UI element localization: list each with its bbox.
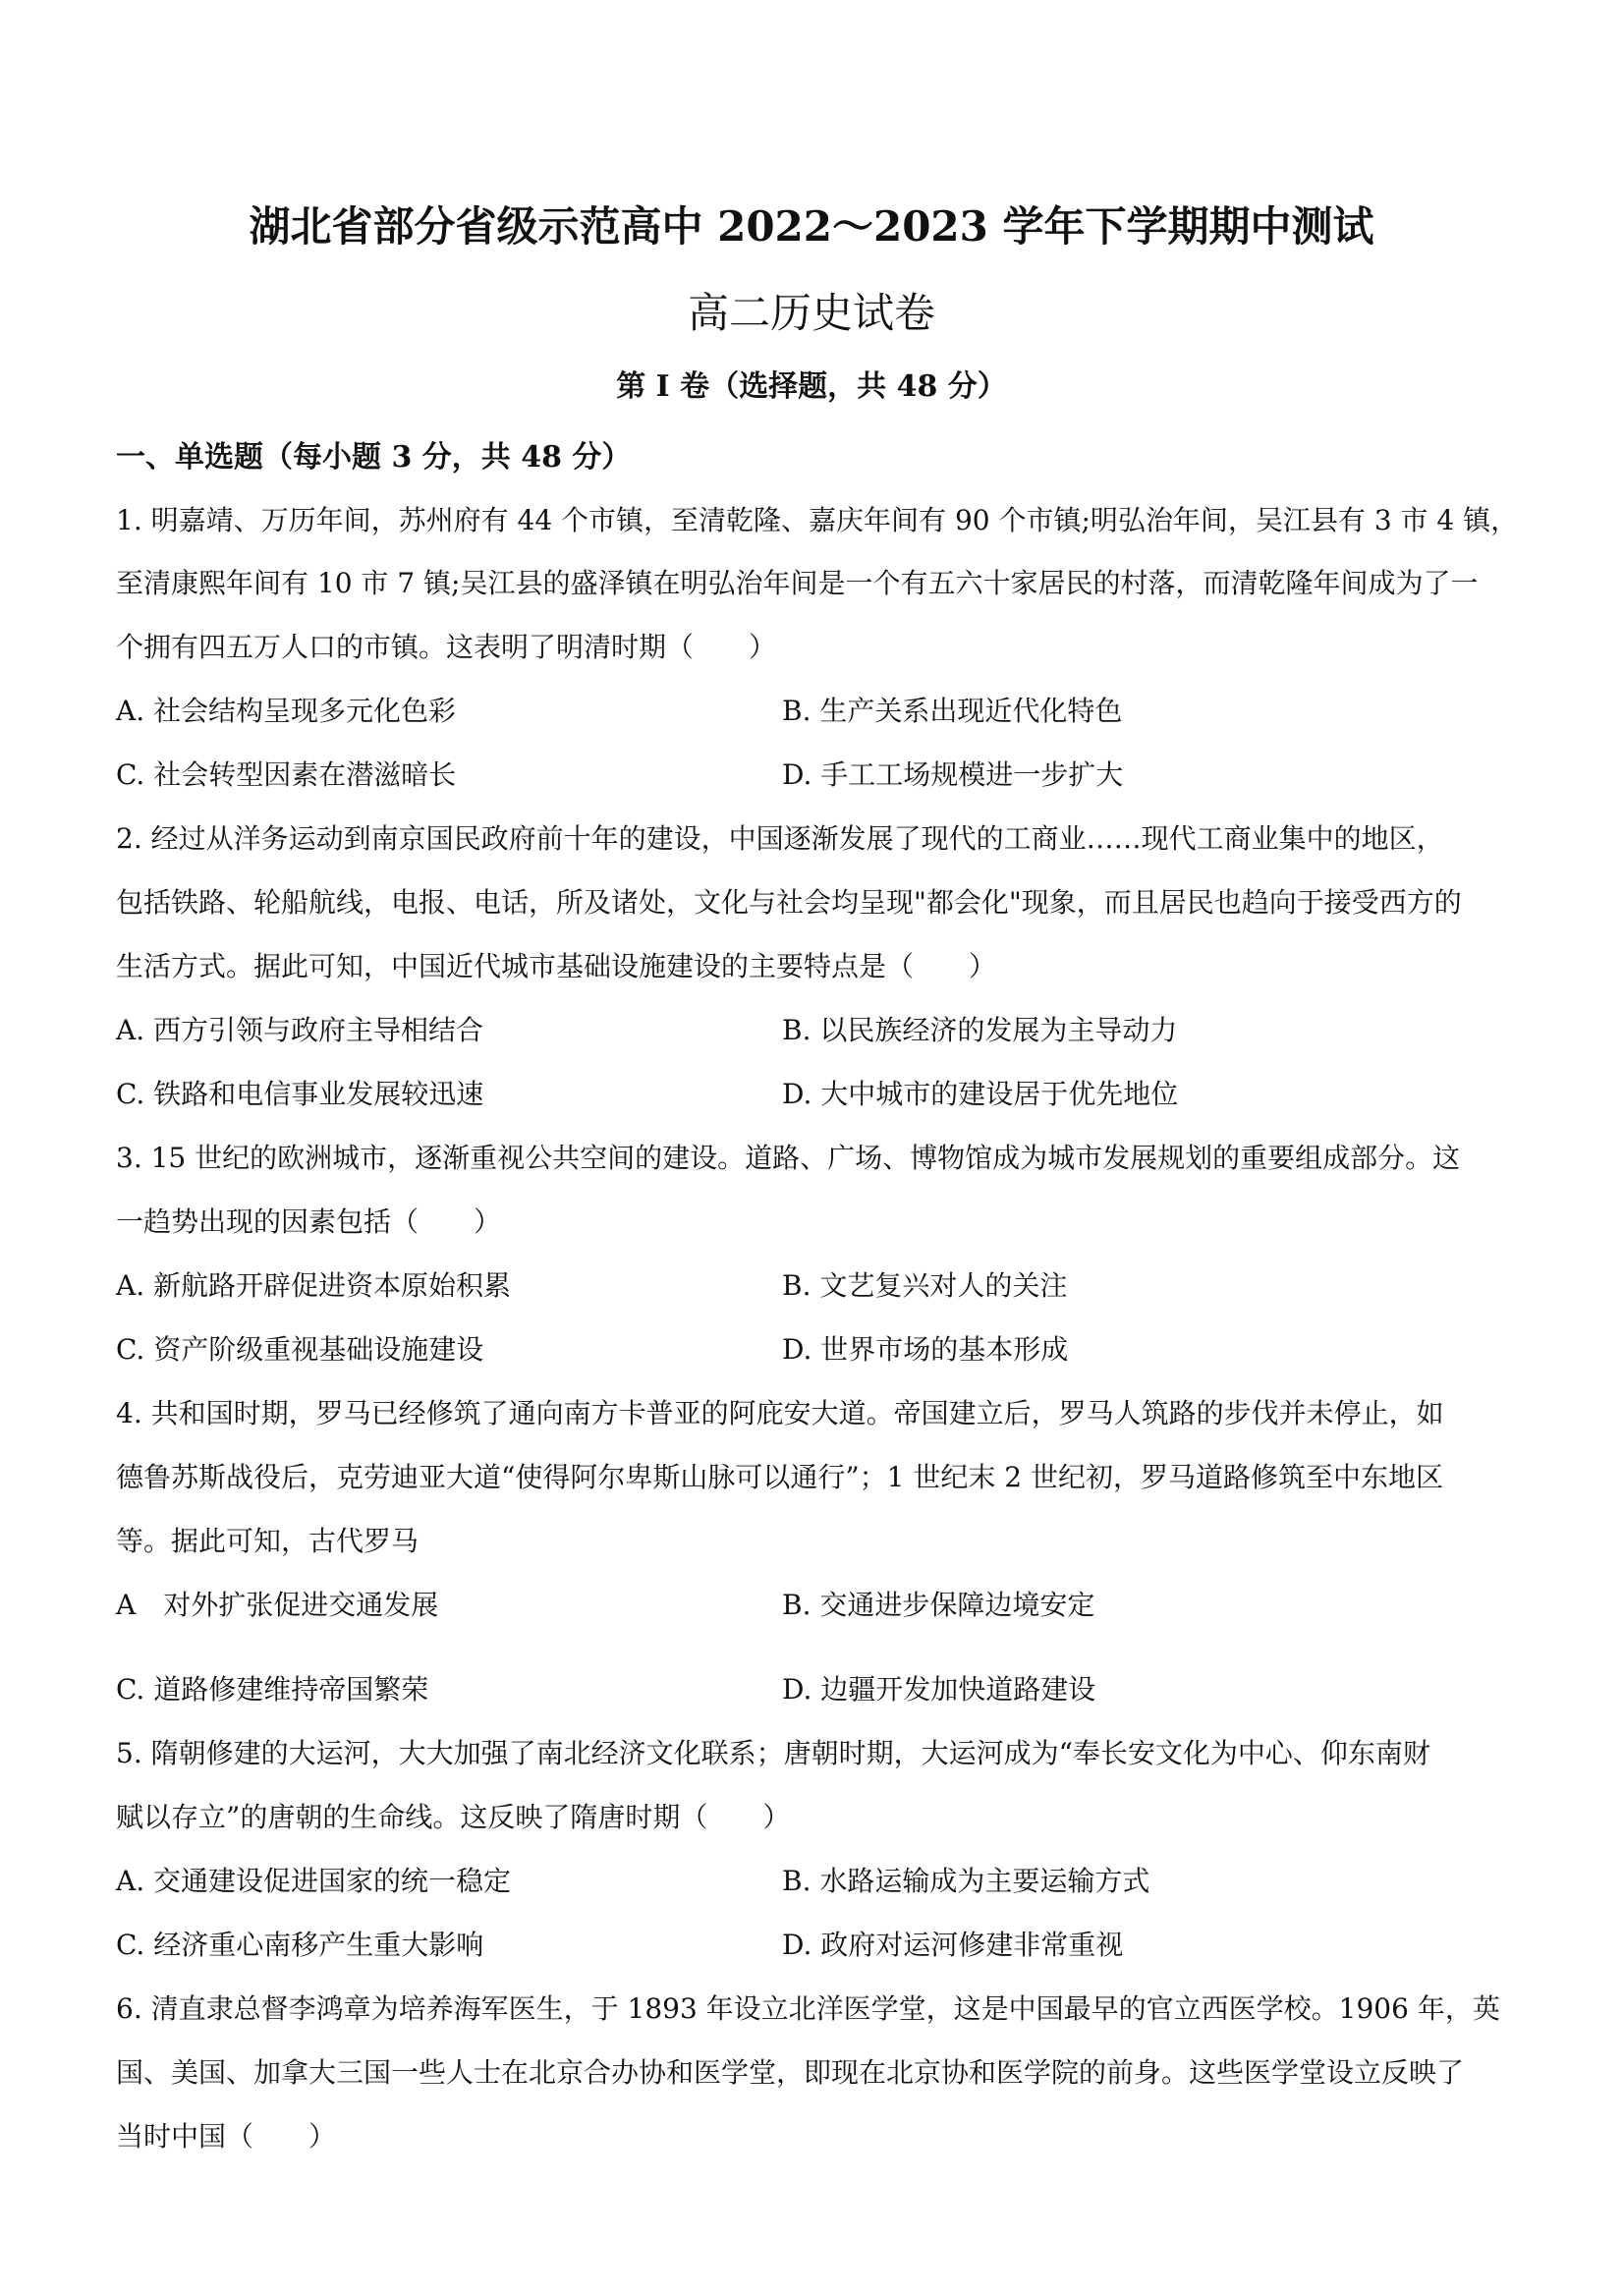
exam-title: 湖北省部分省级示范高中 2022～2023 学年下学期期中测试 xyxy=(249,202,1374,251)
option-c: C. 铁路和电信事业发展较迅速 xyxy=(116,1078,484,1110)
option-c: C. 道路修建维持帝国繁荣 xyxy=(116,1673,429,1706)
question-text-line: 3. 15 世纪的欧洲城市，逐渐重视公共空间的建设。道路、广场、博物馆成为城市发展规划的重要组成部分。这 xyxy=(116,1142,1461,1174)
option-a: A. 西方引领与政府主导相结合 xyxy=(116,1014,484,1046)
question-text-line: 赋以存立”的唐朝的生命线。这反映了隋唐时期（ ） xyxy=(116,1801,791,1833)
exam-subtitle: 高二历史试卷 xyxy=(687,289,935,337)
question-text-line: 德鲁苏斯战役后，克劳迪亚大道“使得阿尔卑斯山脉可以通行”；1 世纪末 2 世纪初，罗马道路修筑至中东地区 xyxy=(116,1461,1443,1493)
question-text-line: 国、美国、加拿大三国一些人士在北京合办协和医学堂，即现在北京协和医学院的前身。这些医学堂设立反映了 xyxy=(116,2056,1465,2089)
question-text-line: 等。据此可知，古代罗马 xyxy=(116,1525,420,1557)
option-a: A. 新航路开辟促进资本原始积累 xyxy=(116,1269,512,1302)
option-c: C. 经济重心南移产生重大影响 xyxy=(116,1929,484,1961)
option-b: B. 水路运输成为主要运输方式 xyxy=(782,1865,1150,1897)
option-b: B. 以民族经济的发展为主导动力 xyxy=(782,1014,1178,1046)
question-text-line: 包括铁路、轮船航线，电报、电话，所及诸处，文化与社会均呈现"都会化"现象，而且居民也趋向于接受西方的 xyxy=(116,886,1462,919)
option-a: A. 交通建设促进国家的统一稳定 xyxy=(116,1865,512,1897)
question-text-line: 个拥有四五万人口的市镇。这表明了明清时期（ ） xyxy=(116,631,777,663)
option-d: D. 边疆开发加快道路建设 xyxy=(782,1673,1096,1706)
option-b: B. 交通进步保障边境安定 xyxy=(782,1589,1095,1621)
option-b: B. 生产关系出现近代化特色 xyxy=(782,695,1123,727)
question-text-line: 生活方式。据此可知，中国近代城市基础设施建设的主要特点是（ ） xyxy=(116,950,997,982)
question-text-line: 2. 经过从洋务运动到南京国民政府前十年的建设，中国逐渐发展了现代的工商业……现代工商业集中的地区， xyxy=(116,822,1444,855)
question-text-line: 1. 明嘉靖、万历年间，苏州府有 44 个市镇，至清乾隆、嘉庆年间有 90 个市镇;明弘治年间，吴江县有 3 市 4 镇， xyxy=(116,504,1519,536)
option-d: D. 世界市场的基本形成 xyxy=(782,1333,1069,1366)
option-c: C. 社会转型因素在潜滋暗长 xyxy=(116,758,457,791)
question-text-line: 4. 共和国时期，罗马已经修筑了通向南方卡普亚的阿庇安大道。帝国建立后，罗马人筑路的步伐并未停止，如 xyxy=(116,1397,1444,1429)
option-d: D. 大中城市的建设居于优先地位 xyxy=(782,1078,1179,1110)
option-a: A. 社会结构呈现多元化色彩 xyxy=(116,695,457,727)
question-text-line: 至清康熙年间有 10 市 7 镇;吴江县的盛泽镇在明弘治年间是一个有五六十家居民的村落，而清乾隆年间成为了一 xyxy=(116,567,1479,599)
part-title: 第 I 卷（选择题，共 48 分） xyxy=(616,369,1007,404)
question-text-line: 当时中国（ ） xyxy=(116,2120,337,2153)
option-d: D. 手工工场规模进一步扩大 xyxy=(782,758,1124,791)
option-b: B. 文艺复兴对人的关注 xyxy=(782,1269,1068,1302)
question-text-line: 一趋势出现的因素包括（ ） xyxy=(116,1205,502,1238)
question-text-line: 5. 隋朝修建的大运河，大大加强了南北经济文化联系；唐朝时期，大运河成为“奉长安文化为中心、仰东南财 xyxy=(116,1737,1430,1769)
option-a: A 对外扩张促进交通发展 xyxy=(116,1589,439,1621)
option-d: D. 政府对运河修建非常重视 xyxy=(782,1929,1124,1961)
section-title: 一、单选题（每小题 3 分，共 48 分） xyxy=(116,440,632,475)
option-c: C. 资产阶级重视基础设施建设 xyxy=(116,1333,484,1366)
question-text-line: 6. 清直隶总督李鸿章为培养海军医生，于 1893 年设立北洋医学堂，这是中国最早的官立西医学校。1906 年，英 xyxy=(116,1992,1500,2025)
